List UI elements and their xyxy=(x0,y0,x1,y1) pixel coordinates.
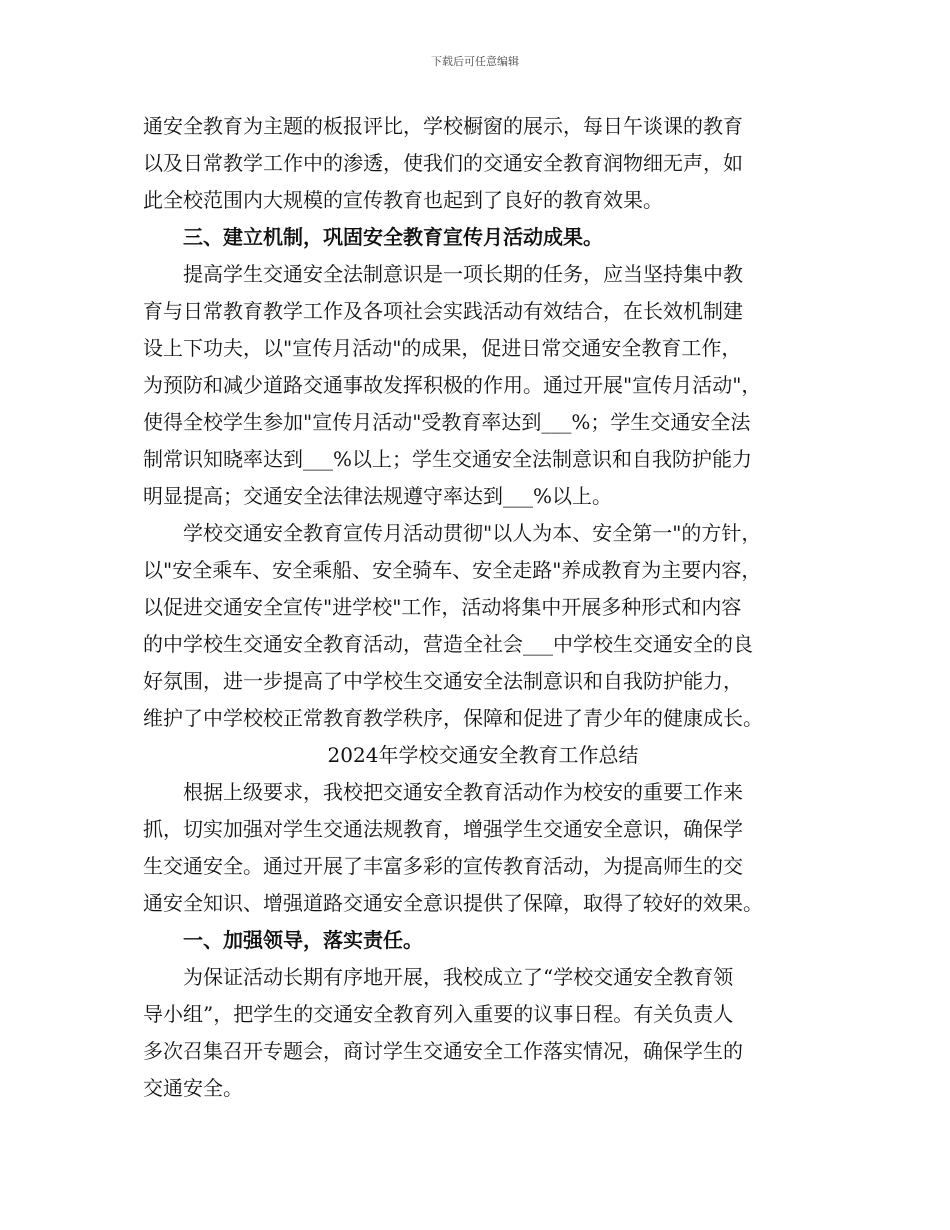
text-line: 的中学校生交通安全教育活动，营造全社会___中学校生交通安全的良 xyxy=(143,632,753,656)
text-line: 以"安全乘车、安全乘船、安全骑车、安全走路"养成教育为主要内容， xyxy=(143,558,762,582)
text-line: 多次召集召开专题会，商讨学生交通安全工作落实情况，确保学生的 xyxy=(143,1039,743,1063)
text-line: 使得全校学生参加"宣传月活动"受教育率达到___%；学生交通安全法 xyxy=(143,410,751,434)
text-line: 生交通安全。通过开展了丰富多彩的宣传教育活动，为提高师生的交 xyxy=(143,854,743,878)
text-line: 根据上级要求，我校把交通安全教育活动作为校安的重要工作来 xyxy=(183,780,743,804)
paragraph-4 xyxy=(143,774,798,922)
page-header-note: 下载后可任意编辑 xyxy=(431,55,519,68)
heading-text: 一、加强领导，落实责任。 xyxy=(183,928,423,952)
text-line: 为保证活动长期有序地开展，我校成立了“学校交通安全教育领 xyxy=(183,965,734,989)
text-line: 此全校范围内大规模的宣传教育也起到了良好的教育效果。 xyxy=(143,188,663,212)
text-line: 导小组”，把学生的交通安全教育列入重要的议事日程。有关负责人 xyxy=(143,1002,734,1026)
text-line: 学校交通安全教育宣传月活动贯彻"以人为本、安全第一"的方针， xyxy=(183,521,762,545)
text-line: 抓，切实加强对学生交通法规教育，增强学生交通安全意识，确保学 xyxy=(143,817,743,841)
text-line: 通安全知识、增强道路交通安全意识提供了保障，取得了较好的效果。 xyxy=(143,891,763,915)
paragraph-1 xyxy=(143,108,823,219)
document-title: 2024年学校交通安全教育工作总结 xyxy=(327,743,639,767)
text-line: 制常识知晓率达到___%以上；学生交通安全法制意识和自我防护能力 xyxy=(143,447,753,471)
text-line: 好氛围，进一步提高了中学校生交通安全法制意识和自我防护能力， xyxy=(143,669,743,693)
text-line: 维护了中学校校正常教育教学秩序，保障和促进了青少年的健康成长。 xyxy=(143,706,763,730)
text-line: 明显提高；交通安全法律法规遵守率达到___%以上。 xyxy=(143,484,613,508)
section-heading-1 xyxy=(143,922,823,959)
text-line: 为预防和减少道路交通事故发挥积极的作用。通过开展"宣传月活动"， xyxy=(143,373,762,397)
section-heading-3 xyxy=(143,219,823,256)
text-line: 交通安全。 xyxy=(143,1076,243,1100)
paragraph-2 xyxy=(143,256,823,515)
text-line: 以及日常教学工作中的渗透，使我们的交通安全教育润物细无声，如 xyxy=(143,151,743,175)
text-line: 育与日常教育教学工作及各项社会实践活动有效结合，在长效机制建 xyxy=(143,299,743,323)
text-line: 设上下功夫，以"宣传月活动"的成果，促进日常交通安全教育工作， xyxy=(143,336,742,360)
text-line: 提高学生交通安全法制意识是一项长期的任务，应当坚持集中教 xyxy=(183,262,743,286)
heading-text: 三、建立机制，巩固安全教育宣传月活动成果。 xyxy=(183,225,603,249)
text-line: 通安全教育为主题的板报评比，学校橱窗的展示，每日午谈课的教育 xyxy=(143,114,743,138)
paragraph-5 xyxy=(143,959,798,1107)
paragraph-3 xyxy=(143,515,823,737)
document-body xyxy=(143,108,823,1107)
text-line: 以促进交通安全宣传"进学校"工作，活动将集中开展多种形式和内容 xyxy=(143,595,742,619)
